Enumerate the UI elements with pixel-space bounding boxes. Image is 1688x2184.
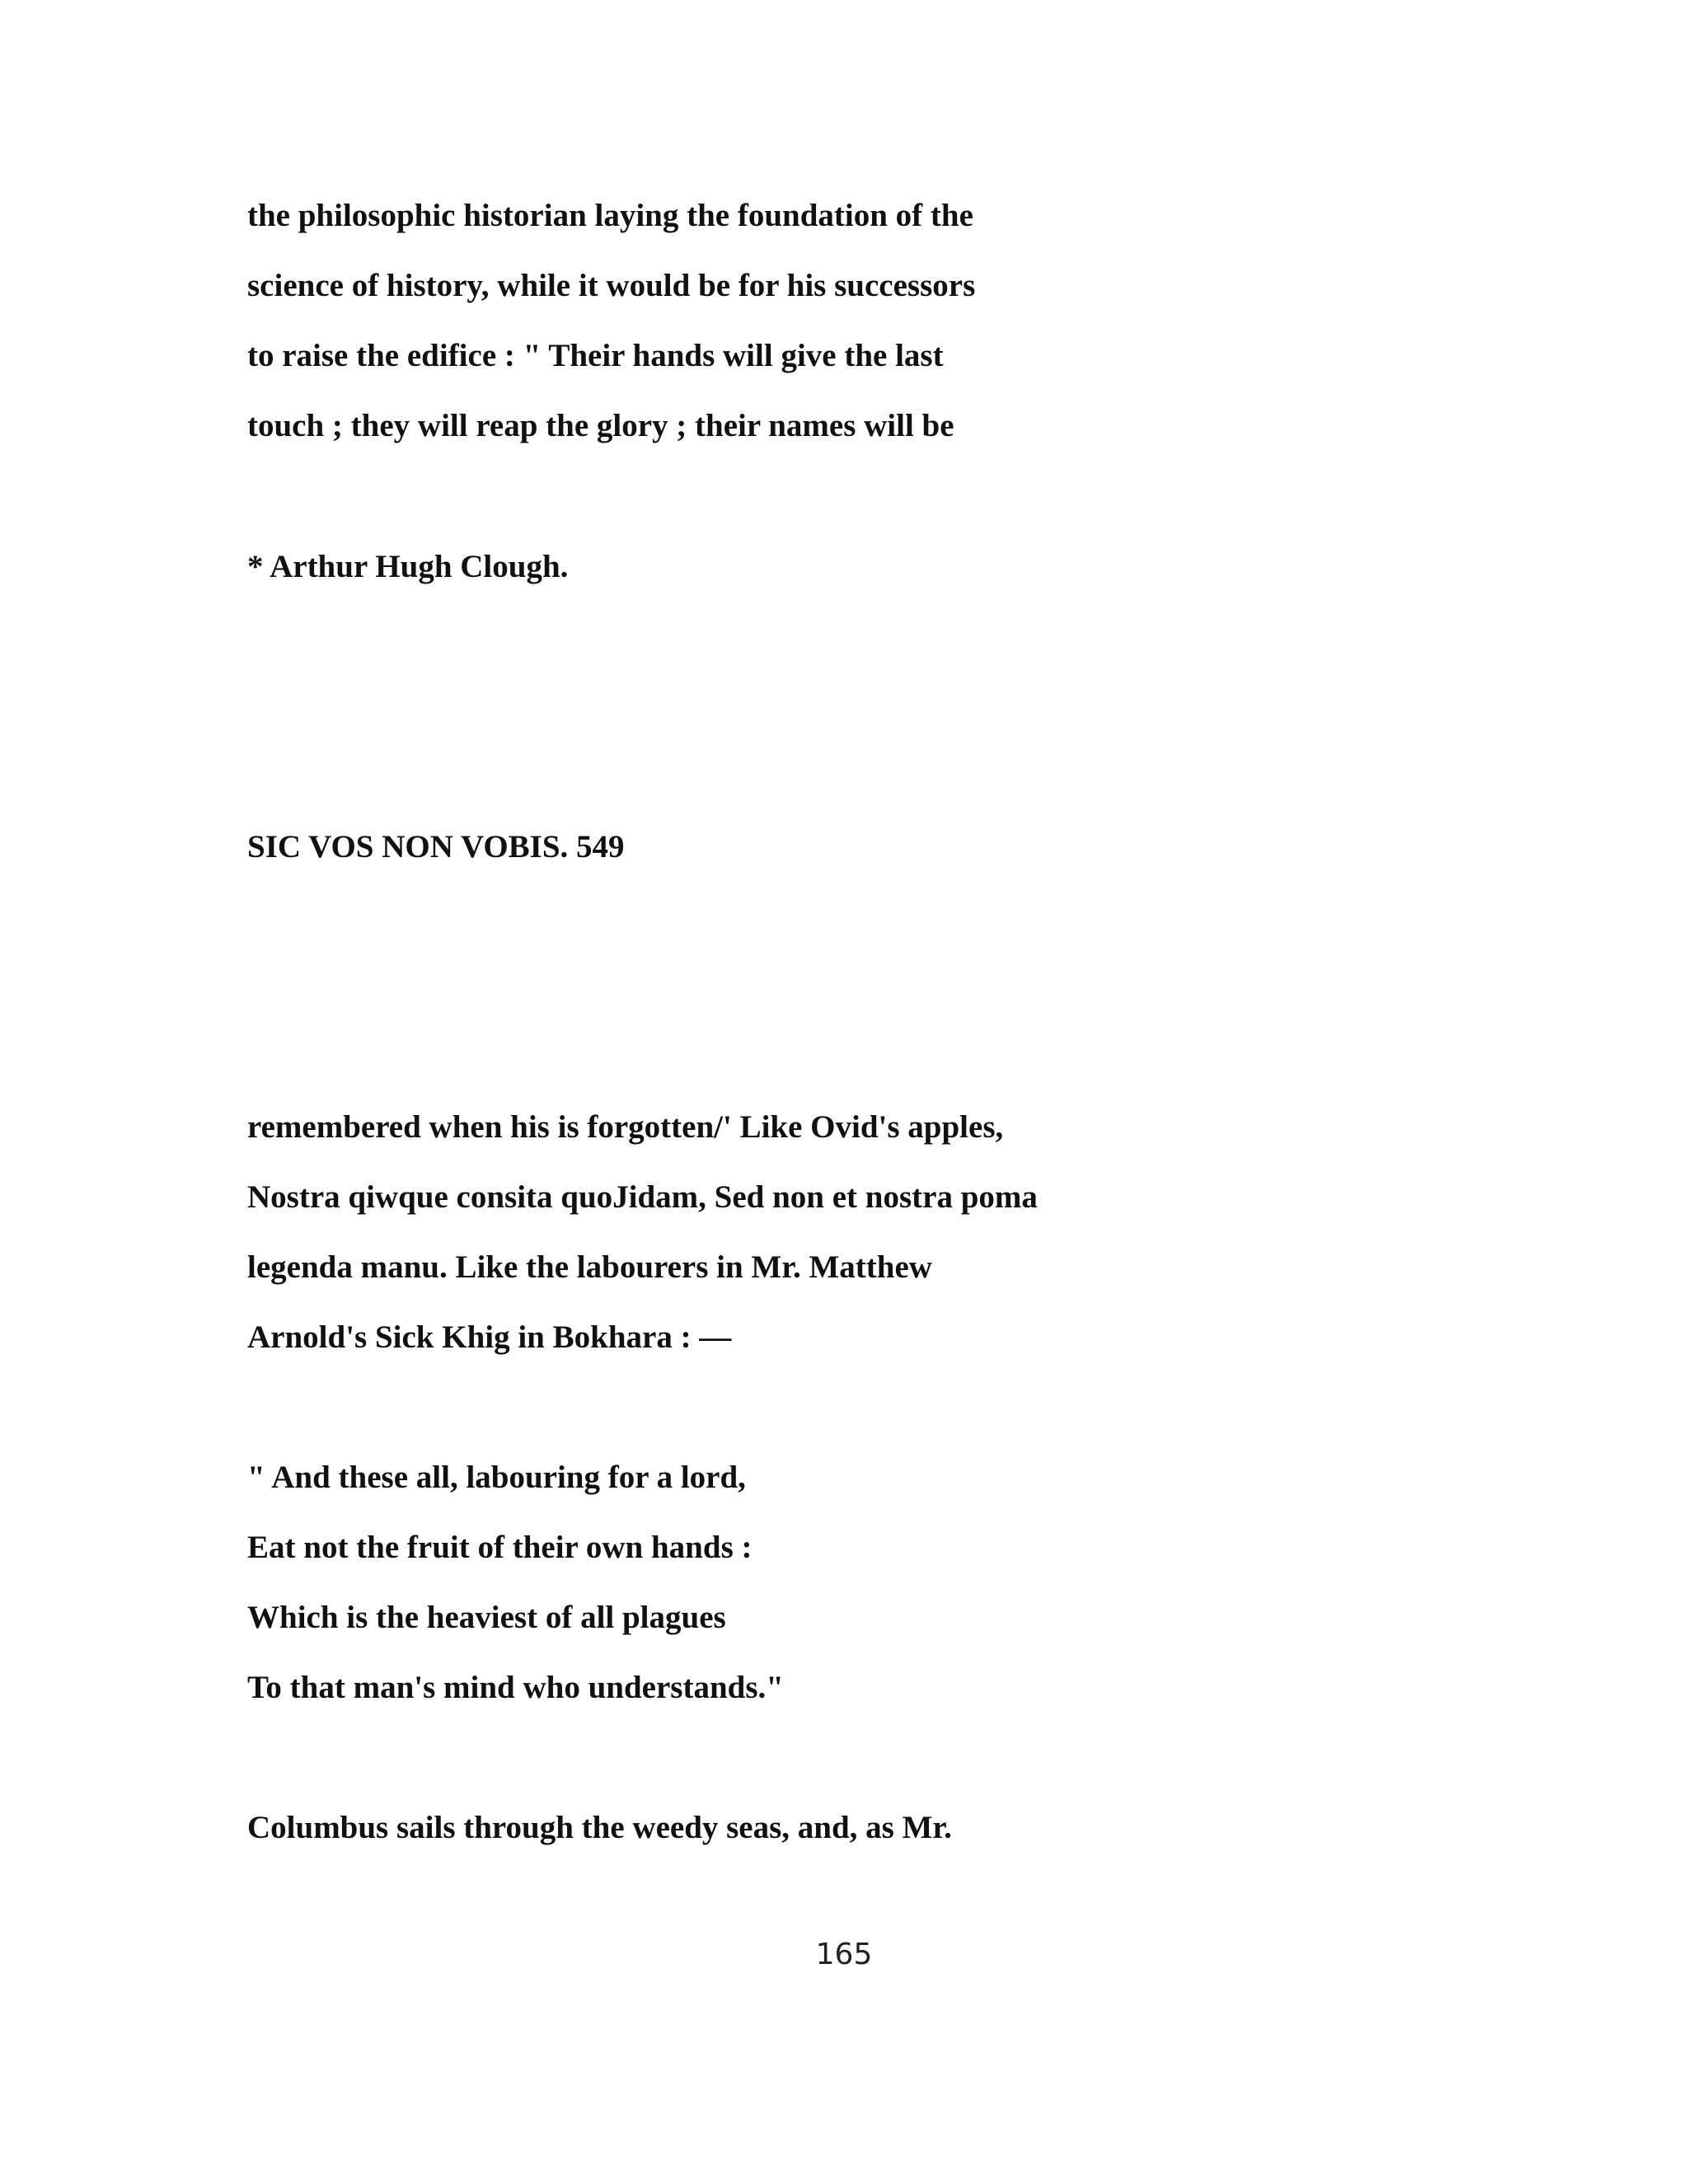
- paragraph-2-line-3: legenda manu. Like the labourers in Mr. Matthew: [247, 1249, 932, 1285]
- verse-line-2: Eat not the fruit of their own hands :: [247, 1530, 753, 1565]
- paragraph-2-line-4: Arnold's Sick Khig in Bokhara : —: [247, 1319, 732, 1355]
- verse-line-1: " And these all, labouring for a lord,: [247, 1460, 746, 1495]
- paragraph-3-line-1: Columbus sails through the weedy seas, and, as Mr.: [247, 1810, 952, 1845]
- paragraph-1-line-4: touch ; they will reap the glory ; their names will be: [247, 408, 954, 443]
- footnote: * Arthur Hugh Clough.: [247, 549, 569, 584]
- running-header: SIC VOS NON VOBIS. 549: [247, 829, 625, 865]
- paragraph-1-line-1: the philosophic historian laying the foundation of the: [247, 198, 973, 233]
- paragraph-2-line-2: Nostra qiwque consita quoJidam, Sed non et nostra poma: [247, 1179, 1038, 1215]
- page-number: 165: [815, 1938, 873, 1971]
- verse-line-4: To that man's mind who understands.": [247, 1670, 784, 1705]
- paragraph-2-line-1: remembered when his is forgotten/' Like Ovid's apples,: [247, 1109, 1004, 1145]
- paragraph-1-line-3: to raise the edifice : " Their hands will give the last: [247, 338, 944, 373]
- verse-line-3: Which is the heaviest of all plagues: [247, 1600, 726, 1635]
- paragraph-1-line-2: science of history, while it would be for his successors: [247, 268, 976, 303]
